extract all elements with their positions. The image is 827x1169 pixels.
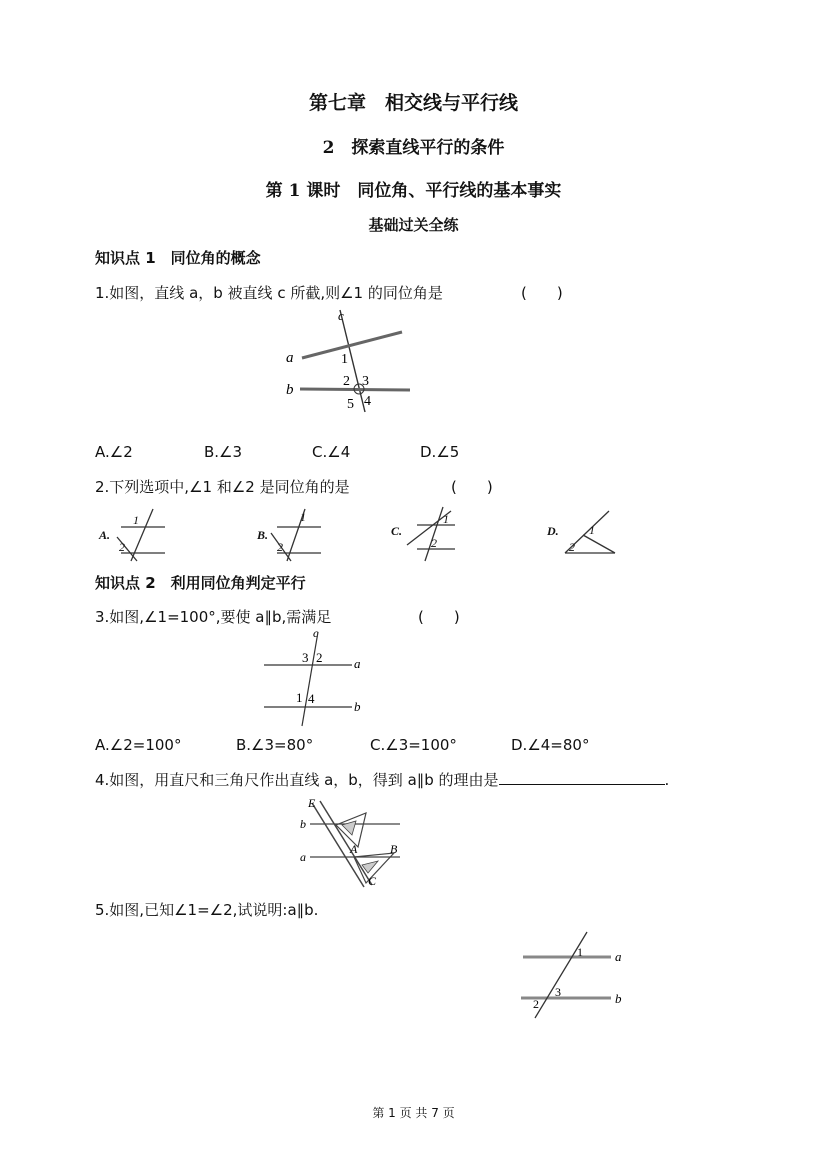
label-angle-1: 1 bbox=[296, 690, 303, 705]
label-angle-4: 4 bbox=[364, 394, 371, 409]
knowledge-point-2: 知识点 2 利用同位角判定平行 bbox=[95, 574, 306, 592]
question-2-figures bbox=[95, 505, 735, 563]
question-4-prompt: 4.如图，用直尺和三角尺作出直线 a，b，得到 a∥b 的理由是 bbox=[95, 771, 499, 789]
question-1-option-a[interactable]: A.∠2 bbox=[95, 443, 133, 461]
label-c: c bbox=[338, 308, 344, 323]
question-3-option-b[interactable]: B.∠3=80° bbox=[236, 736, 314, 754]
question-5-figure bbox=[515, 928, 635, 1022]
question-3-option-a[interactable]: A.∠2=100° bbox=[95, 736, 182, 754]
label-A: A bbox=[350, 842, 358, 856]
label-C: C bbox=[368, 874, 377, 888]
label-a: a bbox=[286, 350, 294, 366]
label-E: E bbox=[308, 796, 316, 810]
section-title: 2 探索直线平行的条件 bbox=[322, 138, 505, 158]
label-b: b bbox=[354, 699, 361, 714]
a-angle-1: 1 bbox=[133, 513, 139, 527]
label-angle-3: 3 bbox=[362, 374, 369, 389]
chapter-title: 第七章 相交线与平行线 bbox=[308, 92, 518, 114]
label-b: b bbox=[615, 991, 622, 1006]
label-angle-2: 2 bbox=[343, 374, 350, 389]
question-4-answer-blank[interactable] bbox=[499, 770, 665, 785]
label-angle-4: 4 bbox=[308, 691, 315, 706]
question-1-text: 1.如图，直线 a，b 被直线 c 所截,则∠1 的同位角是 bbox=[95, 284, 443, 302]
question-3-answer-paren: ( ) bbox=[418, 608, 460, 626]
option-c-label[interactable]: C. bbox=[391, 524, 403, 538]
question-4-text bbox=[95, 769, 669, 790]
label-angle-3: 3 bbox=[555, 985, 561, 999]
label-angle-1: 1 bbox=[577, 945, 583, 959]
question-1-figure bbox=[282, 308, 422, 416]
b-angle-1: 1 bbox=[300, 510, 306, 524]
label-b: b bbox=[286, 382, 294, 398]
label-B: B bbox=[390, 842, 398, 856]
option-b-label[interactable]: B. bbox=[257, 528, 269, 542]
lesson-title: 第 1 课时 同位角、平行线的基本事实 bbox=[265, 181, 562, 201]
label-angle-1: 1 bbox=[341, 352, 348, 367]
label-a: a bbox=[300, 850, 306, 864]
b-angle-2: 2 bbox=[277, 540, 283, 554]
question-3-option-d[interactable]: D.∠4=80° bbox=[511, 736, 590, 754]
option-d-label[interactable]: D. bbox=[547, 524, 559, 538]
c-angle-2: 2 bbox=[431, 536, 437, 550]
question-1-option-d[interactable]: D.∠5 bbox=[420, 443, 460, 461]
label-angle-2: 2 bbox=[316, 650, 323, 665]
question-4-end: . bbox=[664, 771, 670, 789]
line-b bbox=[300, 389, 410, 390]
practice-title: 基础过关全练 bbox=[368, 216, 459, 234]
question-5-text: 5.如图,已知∠1=∠2,试说明:a∥b. bbox=[95, 901, 319, 919]
page-footer: 第 1 页 共 7 页 bbox=[372, 1106, 455, 1120]
question-1-option-b[interactable]: B.∠3 bbox=[204, 443, 243, 461]
line-a bbox=[302, 332, 402, 358]
label-c: c bbox=[313, 626, 319, 640]
question-3-option-c[interactable]: C.∠3=100° bbox=[370, 736, 457, 754]
knowledge-point-1: 知识点 1 同位角的概念 bbox=[95, 249, 261, 267]
a-angle-2: 2 bbox=[119, 540, 125, 554]
question-3-text: 3.如图,∠1=100°,要使 a∥b,需满足 bbox=[95, 608, 332, 626]
option-a-label[interactable]: A. bbox=[99, 528, 111, 542]
question-2-answer-paren: ( ) bbox=[451, 478, 493, 496]
question-1-answer-paren: ( ) bbox=[521, 284, 563, 302]
question-1-option-c[interactable]: C.∠4 bbox=[312, 443, 351, 461]
label-angle-5: 5 bbox=[347, 397, 354, 412]
label-a: a bbox=[615, 949, 622, 964]
label-angle-2: 2 bbox=[533, 997, 539, 1011]
question-2-text: 2.下列选项中,∠1 和∠2 是同位角的是 bbox=[95, 478, 350, 496]
question-4-figure bbox=[296, 795, 406, 893]
label-b: b bbox=[300, 817, 306, 831]
d-angle-2: 2 bbox=[569, 540, 575, 554]
c-angle-1: 1 bbox=[443, 512, 449, 526]
question-3-figure bbox=[260, 626, 370, 728]
label-a: a bbox=[354, 656, 361, 671]
d-angle-1: 1 bbox=[589, 523, 595, 537]
label-angle-3: 3 bbox=[302, 650, 309, 665]
